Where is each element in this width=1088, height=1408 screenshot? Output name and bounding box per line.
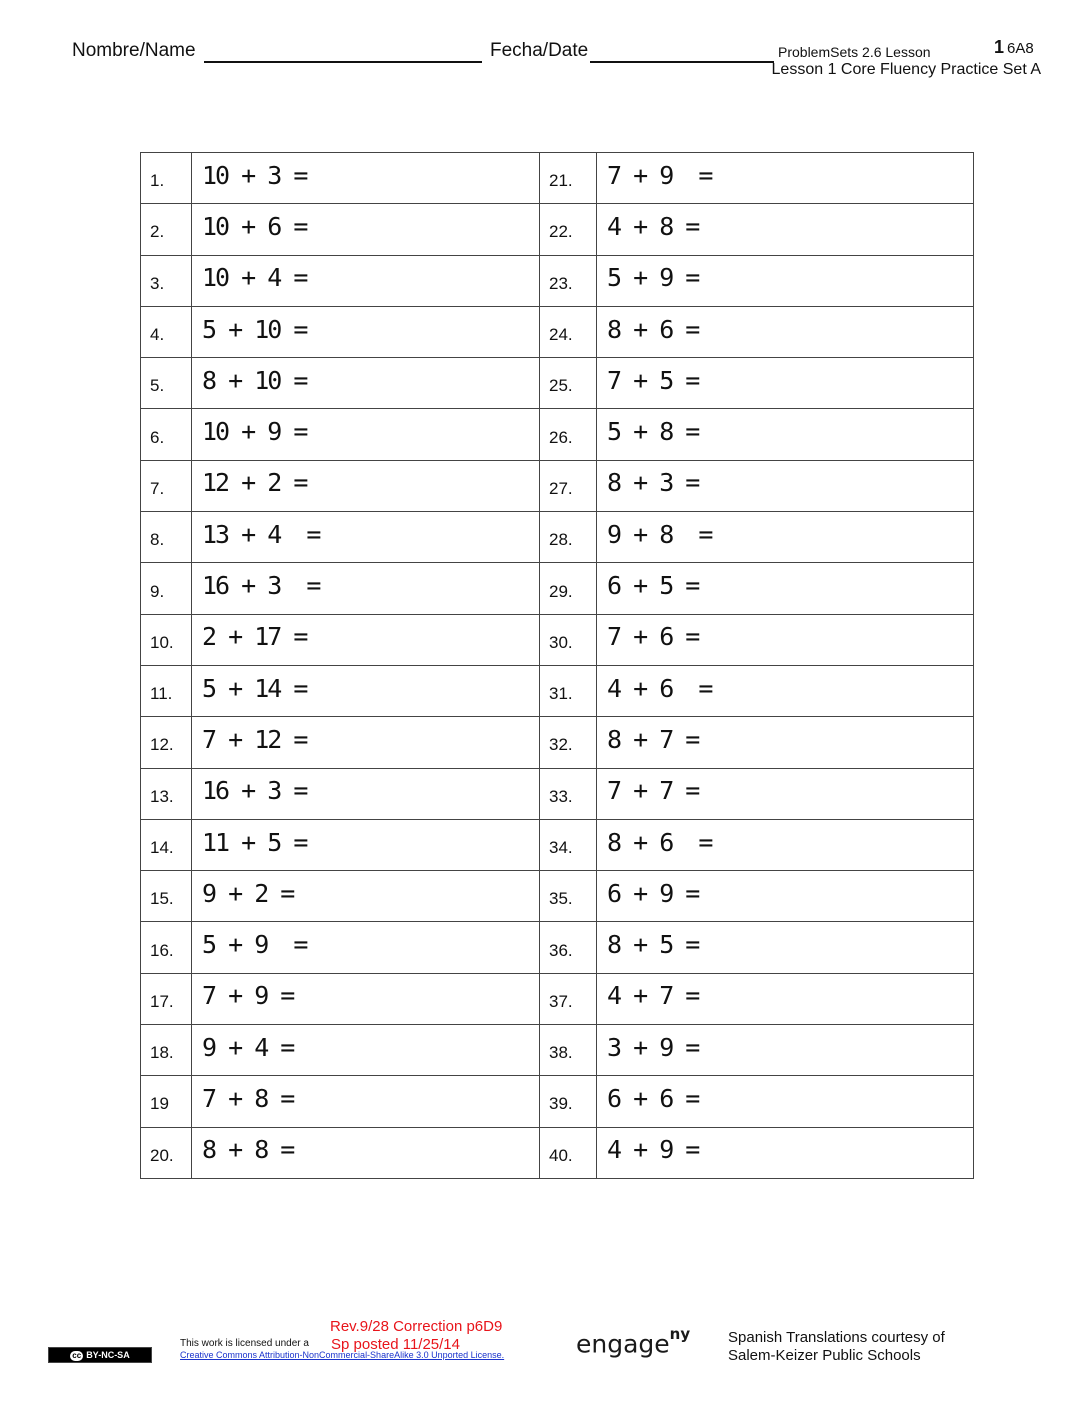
problem-number: 15.	[150, 889, 174, 909]
problem-expression-cell[interactable]	[192, 358, 540, 409]
table-row	[141, 1076, 974, 1127]
problem-expression: 13 + 4 =	[202, 519, 320, 549]
problem-expression: 9 + 4 =	[202, 1032, 294, 1062]
problem-expression-cell[interactable]	[192, 819, 540, 870]
problem-number-cell	[540, 717, 597, 768]
problem-number-cell	[540, 768, 597, 819]
table-row	[141, 255, 974, 306]
courtesy-line-1: Spanish Translations courtesy of	[728, 1329, 945, 1346]
problem-expression-cell[interactable]	[597, 563, 974, 614]
lesson-code: 6A8	[1007, 40, 1034, 57]
problem-expression-cell[interactable]	[192, 153, 540, 204]
problem-number-cell	[141, 819, 192, 870]
table-row	[141, 665, 974, 716]
problem-number-cell	[141, 563, 192, 614]
problem-number-cell	[141, 614, 192, 665]
problem-expression: 5 + 9 =	[202, 930, 307, 960]
problem-number: 11.	[150, 684, 173, 704]
problem-number: 9.	[150, 581, 165, 601]
problem-number: 31.	[549, 684, 573, 704]
fluency-problem-table	[140, 152, 974, 1179]
problem-number-cell	[540, 922, 597, 973]
problem-number: 19	[150, 1094, 169, 1114]
date-label: Fecha/Date	[490, 40, 589, 61]
problem-number: 29.	[549, 581, 573, 601]
license-text: This work is licensed under a	[180, 1338, 309, 1349]
problem-number: 34.	[549, 838, 573, 857]
problem-number: 10.	[150, 632, 174, 652]
problem-expression-cell[interactable]	[597, 819, 974, 870]
problem-number-cell	[540, 665, 597, 716]
problem-number: 35.	[549, 889, 573, 909]
problem-number: 23.	[549, 273, 573, 293]
problem-expression-cell[interactable]	[597, 871, 974, 922]
problem-expression: 9 + 8 =	[607, 519, 712, 549]
problem-number: 39.	[549, 1094, 573, 1114]
problem-number: 17.	[150, 991, 174, 1011]
problem-expression-cell[interactable]	[597, 358, 974, 409]
date-field-line[interactable]	[590, 61, 774, 63]
problem-expression: 7 + 8 =	[202, 1083, 294, 1113]
problem-number-cell	[141, 153, 192, 204]
table-row	[141, 1025, 974, 1076]
problem-number: 6.	[150, 427, 165, 447]
problem-number: 32.	[549, 735, 573, 755]
problem-expression-cell[interactable]	[192, 204, 540, 255]
problem-expression: 8 + 8 =	[202, 1135, 294, 1165]
problem-expression: 7 + 12 =	[202, 724, 307, 754]
problem-number-cell	[141, 717, 192, 768]
problem-expression-cell[interactable]	[597, 717, 974, 768]
problem-number: 33.	[549, 786, 573, 806]
engage-logo-text: engage	[576, 1329, 670, 1359]
problem-expression-cell[interactable]	[597, 460, 974, 511]
problem-expression-cell[interactable]	[192, 460, 540, 511]
problem-number-cell	[540, 973, 597, 1024]
problem-number-cell	[141, 973, 192, 1024]
courtesy-line-2: Salem-Keizer Public Schools	[728, 1347, 921, 1364]
problem-number-cell	[540, 512, 597, 563]
page-subtitle: Lesson 1 Core Fluency Practice Set A	[771, 61, 1041, 78]
table-row	[141, 409, 974, 460]
problem-number: 30.	[549, 632, 573, 652]
problem-number-cell	[141, 512, 192, 563]
problem-expression: 5 + 8 =	[607, 417, 699, 447]
table-row	[141, 768, 974, 819]
problem-number: 8.	[150, 530, 165, 550]
name-field-line[interactable]	[204, 61, 482, 63]
problem-number-cell	[141, 358, 192, 409]
problem-number: 18.	[150, 1043, 174, 1063]
problem-expression: 11 + 5 =	[202, 827, 307, 857]
problem-expression: 10 + 6 =	[202, 211, 307, 241]
problem-number: 28.	[549, 530, 573, 550]
problem-number-cell	[540, 1127, 597, 1178]
problem-expression: 4 + 6 =	[607, 673, 712, 703]
problem-expression-cell[interactable]	[192, 563, 540, 614]
problem-number: 7.	[150, 478, 165, 498]
problem-expression: 5 + 9 =	[607, 263, 699, 293]
problem-number: 37.	[549, 991, 573, 1011]
posted-note: Sp posted 11/25/14	[331, 1336, 460, 1353]
problem-number: 13.	[150, 786, 174, 806]
problem-number-cell	[540, 460, 597, 511]
problem-expression: 16 + 3 =	[202, 571, 320, 601]
problem-expression: 5 + 10 =	[202, 314, 307, 344]
problem-expression: 7 + 9 =	[202, 981, 294, 1011]
table-row	[141, 717, 974, 768]
cc-icon: cc	[72, 1351, 82, 1360]
problem-expression-cell[interactable]	[192, 1025, 540, 1076]
problem-expression-cell[interactable]	[192, 922, 540, 973]
problem-expression: 7 + 5 =	[607, 365, 699, 395]
lesson-number: 1	[994, 37, 1005, 57]
problem-expression-cell[interactable]	[192, 512, 540, 563]
problem-expression: 10 + 4 =	[202, 263, 307, 293]
problem-number: 40.	[549, 1145, 573, 1165]
problem-expression-cell[interactable]	[597, 922, 974, 973]
problem-expression-cell[interactable]	[192, 306, 540, 357]
problem-expression-cell[interactable]	[597, 409, 974, 460]
problem-expression-cell[interactable]	[597, 255, 974, 306]
problem-expression-cell[interactable]	[192, 614, 540, 665]
engage-logo-ny: ny	[669, 1325, 691, 1343]
table-row	[141, 306, 974, 357]
problem-expression-cell[interactable]	[192, 1076, 540, 1127]
problem-number-cell	[540, 306, 597, 357]
problem-number-cell	[141, 1025, 192, 1076]
problem-expression: 10 + 9 =	[202, 417, 307, 447]
problem-expression: 2 + 17 =	[202, 622, 307, 652]
name-label: Nombre/Name	[72, 40, 196, 61]
problem-expression: 4 + 9 =	[607, 1135, 699, 1165]
problem-expression: 8 + 7 =	[607, 724, 699, 754]
problem-expression-cell[interactable]	[192, 717, 540, 768]
problem-expression-cell[interactable]	[597, 768, 974, 819]
problem-expression-cell[interactable]	[597, 973, 974, 1024]
problem-expression: 8 + 5 =	[607, 930, 699, 960]
table-row	[141, 460, 974, 511]
problem-number-cell	[540, 819, 597, 870]
problem-expression-cell[interactable]	[597, 512, 974, 563]
table-row	[141, 819, 974, 870]
revision-note: Rev.9/28 Correction p6D9	[330, 1318, 503, 1335]
problem-number: 22.	[549, 222, 573, 242]
problem-number-cell	[540, 153, 597, 204]
problem-number-cell	[540, 255, 597, 306]
problem-number: 27.	[549, 478, 573, 498]
problem-number: 14.	[150, 838, 174, 857]
problem-expression: 6 + 9 =	[607, 878, 699, 908]
table-row	[141, 1127, 974, 1178]
problem-number: 25.	[549, 376, 573, 396]
problem-expression: 3 + 9 =	[607, 1032, 699, 1062]
problem-expression: 9 + 2 =	[202, 878, 294, 908]
problem-number-cell	[540, 1025, 597, 1076]
problem-number-cell	[141, 409, 192, 460]
problem-expression-cell[interactable]	[597, 1025, 974, 1076]
problem-number: 38.	[549, 1043, 573, 1063]
problem-number-cell	[141, 1127, 192, 1178]
problem-number-cell	[540, 871, 597, 922]
problem-number: 16.	[150, 940, 174, 960]
problem-expression: 4 + 7 =	[607, 981, 699, 1011]
problem-number-cell	[141, 306, 192, 357]
problem-number-cell	[141, 204, 192, 255]
problem-number-cell	[141, 665, 192, 716]
problem-number-cell	[141, 460, 192, 511]
table-row	[141, 614, 974, 665]
problem-number: 26.	[549, 427, 573, 447]
cc-badge-label: BY-NC-SA	[86, 1350, 130, 1360]
problem-expression: 8 + 3 =	[607, 468, 699, 498]
problem-expression: 16 + 3 =	[202, 776, 307, 806]
problem-number: 24.	[549, 325, 573, 345]
problem-expression-cell[interactable]	[192, 973, 540, 1024]
table-row	[141, 973, 974, 1024]
problem-expression: 8 + 6 =	[607, 827, 712, 857]
table-row	[141, 871, 974, 922]
problem-number-cell	[540, 204, 597, 255]
problem-expression: 7 + 7 =	[607, 776, 699, 806]
table-row	[141, 922, 974, 973]
problem-number-cell	[540, 614, 597, 665]
table-row	[141, 358, 974, 409]
problem-number: 1.	[150, 171, 165, 191]
problem-expression-cell[interactable]	[597, 306, 974, 357]
problem-number: 3.	[150, 273, 165, 293]
problem-expression: 7 + 9 =	[607, 160, 712, 190]
problem-number-cell	[141, 768, 192, 819]
problem-expression: 8 + 6 =	[607, 314, 699, 344]
problem-expression-cell[interactable]	[597, 1127, 974, 1178]
problem-number-cell	[141, 1076, 192, 1127]
problem-number: 4.	[150, 325, 165, 345]
problem-expression-cell[interactable]	[597, 665, 974, 716]
problem-number: 21.	[549, 171, 573, 191]
problem-table-body	[141, 153, 974, 1179]
problem-number: 2.	[150, 222, 165, 242]
problem-expression: 4 + 8 =	[607, 211, 699, 241]
problem-expression-cell[interactable]	[192, 665, 540, 716]
table-row	[141, 153, 974, 204]
problem-number-cell	[141, 255, 192, 306]
problem-expression: 8 + 10 =	[202, 365, 307, 395]
problem-number-cell	[540, 358, 597, 409]
problem-expression-cell[interactable]	[192, 255, 540, 306]
problem-number: 12.	[150, 735, 174, 755]
problem-number-cell	[141, 871, 192, 922]
problem-expression-cell[interactable]	[597, 153, 974, 204]
table-row	[141, 204, 974, 255]
problem-number: 5.	[150, 376, 165, 396]
table-row	[141, 512, 974, 563]
problem-expression-cell[interactable]	[192, 409, 540, 460]
table-row	[141, 563, 974, 614]
problem-expression: 6 + 6 =	[607, 1083, 699, 1113]
problem-expression: 6 + 5 =	[607, 571, 699, 601]
engageny-logo	[576, 1325, 691, 1359]
problem-expression: 7 + 6 =	[607, 622, 699, 652]
problem-number-cell	[141, 922, 192, 973]
problem-expression-cell[interactable]	[192, 1127, 540, 1178]
problem-number-cell	[540, 409, 597, 460]
problem-expression: 10 + 3 =	[202, 160, 307, 190]
problem-expression-cell[interactable]	[597, 204, 974, 255]
cc-license-badge	[48, 1347, 152, 1363]
problem-number: 36.	[549, 940, 573, 960]
problem-sets-label: ProblemSets 2.6 Lesson	[778, 44, 931, 60]
problem-expression-cell[interactable]	[597, 1076, 974, 1127]
problem-expression-cell[interactable]	[597, 614, 974, 665]
problem-number-cell	[540, 1076, 597, 1127]
license-link[interactable]: Creative Commons Attribution-NonCommercial-ShareAlike 3.0 Unported License.	[180, 1350, 505, 1360]
problem-number: 20.	[150, 1145, 174, 1165]
problem-expression-cell[interactable]	[192, 871, 540, 922]
problem-expression: 12 + 2 =	[202, 468, 307, 498]
problem-number-cell	[540, 563, 597, 614]
problem-expression: 5 + 14 =	[202, 673, 307, 703]
problem-expression-cell[interactable]	[192, 768, 540, 819]
